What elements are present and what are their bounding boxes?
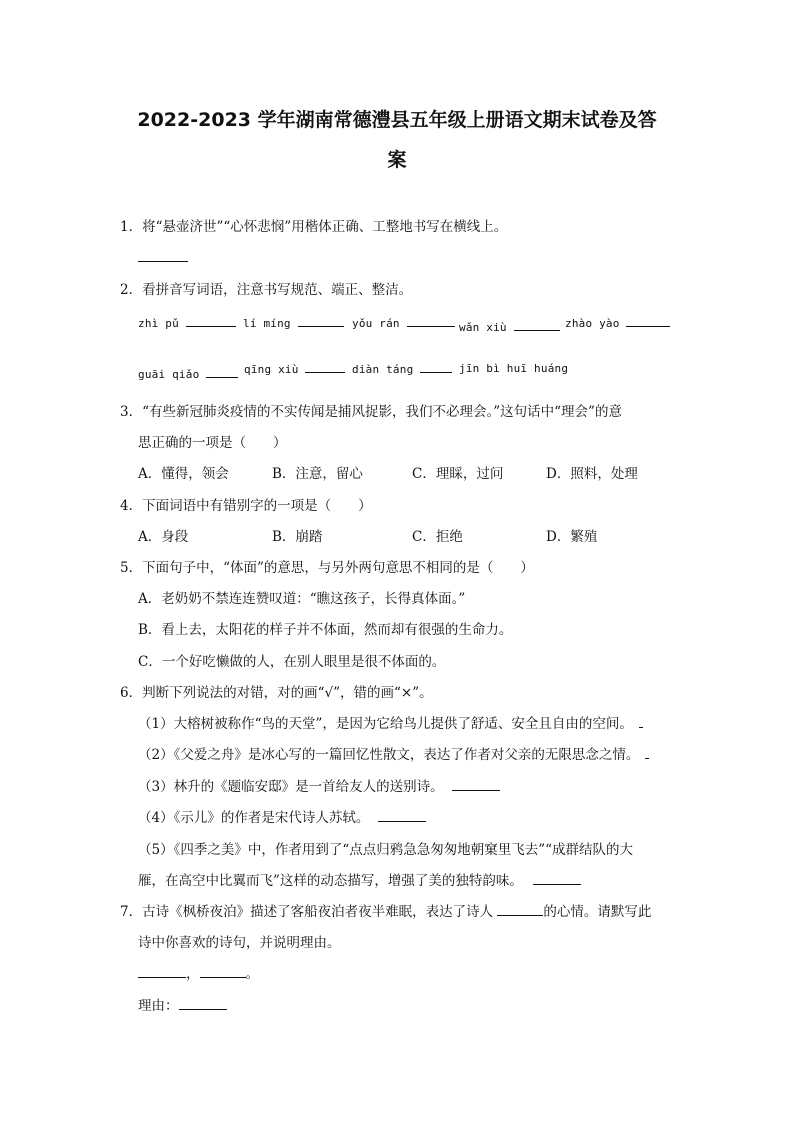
q5-option-b[interactable]: B．看上去，太阳花的样子并不体面，然而却有很强的生命力。 — [138, 622, 513, 638]
question-2: 2．看拼音写词语，注意书写规范、端正、整洁。 — [120, 282, 413, 298]
question-7-line-2: 诗中你喜欢的诗句，并说明理由。 — [138, 935, 341, 951]
answer-blank[interactable] — [186, 314, 236, 327]
pinyin-item — [138, 314, 236, 333]
q5-option-a[interactable]: A．老奶奶不禁连连赞叹道：“瞧这孩子，长得真体面。” — [138, 591, 466, 607]
pinyin-item — [459, 360, 568, 378]
question-1: 1．将“悬壶济世”“心怀悲悯”用楷体正确、工整地书写在横线上。 — [120, 219, 508, 235]
question-4: 4．下面词语中有错别字的一项是（ ） — [120, 498, 372, 514]
pinyin-text: guāi qiǎo — [138, 368, 200, 381]
page-title — [110, 100, 684, 180]
q3-option-c[interactable]: C．理睬，过问 — [412, 466, 504, 482]
pinyin-text: diàn táng — [352, 363, 414, 376]
q3-option-a[interactable]: A．懂得，领会 — [138, 466, 229, 482]
answer-blank[interactable] — [206, 365, 238, 378]
pinyin-item — [459, 318, 560, 337]
answer-blank[interactable] — [305, 360, 345, 373]
answer-blank[interactable] — [645, 746, 649, 759]
question-6: 6．判断下列说法的对错，对的画“√”，错的画“×”。 — [120, 685, 433, 701]
reason-label: 理由： — [138, 998, 179, 1014]
q5-option-c[interactable]: C．一个好吃懒做的人，在别人眼里是很不体面的。 — [138, 654, 446, 670]
answer-blank[interactable] — [179, 997, 227, 1010]
pinyin-item — [138, 365, 238, 384]
q3-option-d[interactable]: D．照料，处理 — [546, 466, 638, 482]
pinyin-item — [565, 314, 670, 333]
q7-text-a: 7．古诗《枫桥夜泊》描述了客船夜泊者夜半难眠，表达了诗人 — [120, 904, 494, 920]
pinyin-item — [352, 314, 455, 333]
q6-item-text: 雁，在高空中比翼而飞”这样的动态描写，增强了美的独特韵味。 — [138, 873, 523, 889]
answer-blank[interactable] — [378, 809, 426, 822]
q6-item-4 — [138, 808, 426, 828]
comma: ， — [186, 966, 200, 982]
answer-blank[interactable] — [420, 360, 452, 373]
question-5: 5．下面句子中，“体面”的意思，与另外两句意思不相同的是（ ） — [120, 560, 534, 576]
title-line-1: 2022-2023 学年湖南常德澧县五年级上册语文期末试卷及答 — [137, 109, 657, 131]
q7-text-b: 的心情。请默写此 — [543, 904, 652, 920]
q7-poem-blanks — [138, 964, 259, 984]
question-3: 3．“有些新冠肺炎疫情的不实传闻是捕风捉影，我们不必理会。”这句话中“理会”的意 — [120, 404, 622, 420]
pinyin-item — [352, 360, 452, 379]
q6-item-2 — [138, 745, 649, 765]
q6-item-text: （3）林升的《题临安邸》是一首给友人的送别诗。 — [138, 779, 444, 795]
q6-item-1 — [138, 714, 643, 734]
pinyin-item — [243, 314, 344, 333]
q4-option-a[interactable]: A．身段 — [138, 529, 189, 545]
q4-option-b[interactable]: B．崩踏 — [272, 529, 323, 545]
pinyin-text: yǒu rán — [352, 317, 400, 330]
pinyin-text: qīng xiù — [244, 363, 299, 376]
answer-blank[interactable] — [407, 314, 455, 327]
q6-item-text: （2）《父爱之舟》是冰心写的一篇回忆性散文，表达了作者对父亲的无限思念之情。 — [138, 747, 640, 763]
pinyin-text: zhào yào — [565, 317, 620, 330]
pinyin-item — [244, 360, 345, 379]
period: 。 — [245, 966, 259, 982]
pinyin-text: lí míng — [243, 317, 291, 330]
answer-blank[interactable] — [200, 965, 246, 978]
title-line-2: 案 — [387, 149, 407, 171]
q7-reason — [138, 996, 227, 1016]
q4-option-d[interactable]: D．繁殖 — [546, 529, 598, 545]
question-7 — [120, 902, 651, 922]
answer-blank[interactable] — [138, 965, 186, 978]
pinyin-text: wǎn xiù — [459, 321, 507, 334]
q6-item-5-line-2 — [138, 871, 581, 891]
answer-blank[interactable] — [533, 872, 581, 885]
q6-item-text: （1）大榕树被称作“鸟的天堂”，是因为它给鸟儿提供了舒适、安全且自由的空间。 — [138, 716, 633, 732]
q6-item-text: （4）《示儿》的作者是宋代诗人苏轼。 — [138, 810, 370, 826]
answer-blank[interactable] — [514, 318, 560, 331]
pinyin-text: jīn bì huī huáng — [459, 362, 569, 375]
answer-blank[interactable] — [639, 715, 643, 728]
q6-item-5: （5）《四季之美》中，作者用到了“点点归鸦急急匆匆地朝窠里飞去”“成群结队的大 — [138, 842, 634, 858]
question-3-line-2: 思正确的一项是（ ） — [138, 435, 287, 451]
answer-blank[interactable] — [298, 314, 344, 327]
q4-option-c[interactable]: C．拒绝 — [412, 529, 463, 545]
answer-blank[interactable] — [497, 903, 543, 916]
q1-answer-blank[interactable] — [138, 248, 188, 268]
pinyin-text: zhì pǔ — [138, 317, 179, 330]
answer-blank[interactable] — [626, 314, 670, 327]
q6-item-3 — [138, 777, 500, 797]
answer-blank[interactable] — [452, 778, 500, 791]
q3-option-b[interactable]: B．注意，留心 — [272, 466, 363, 482]
